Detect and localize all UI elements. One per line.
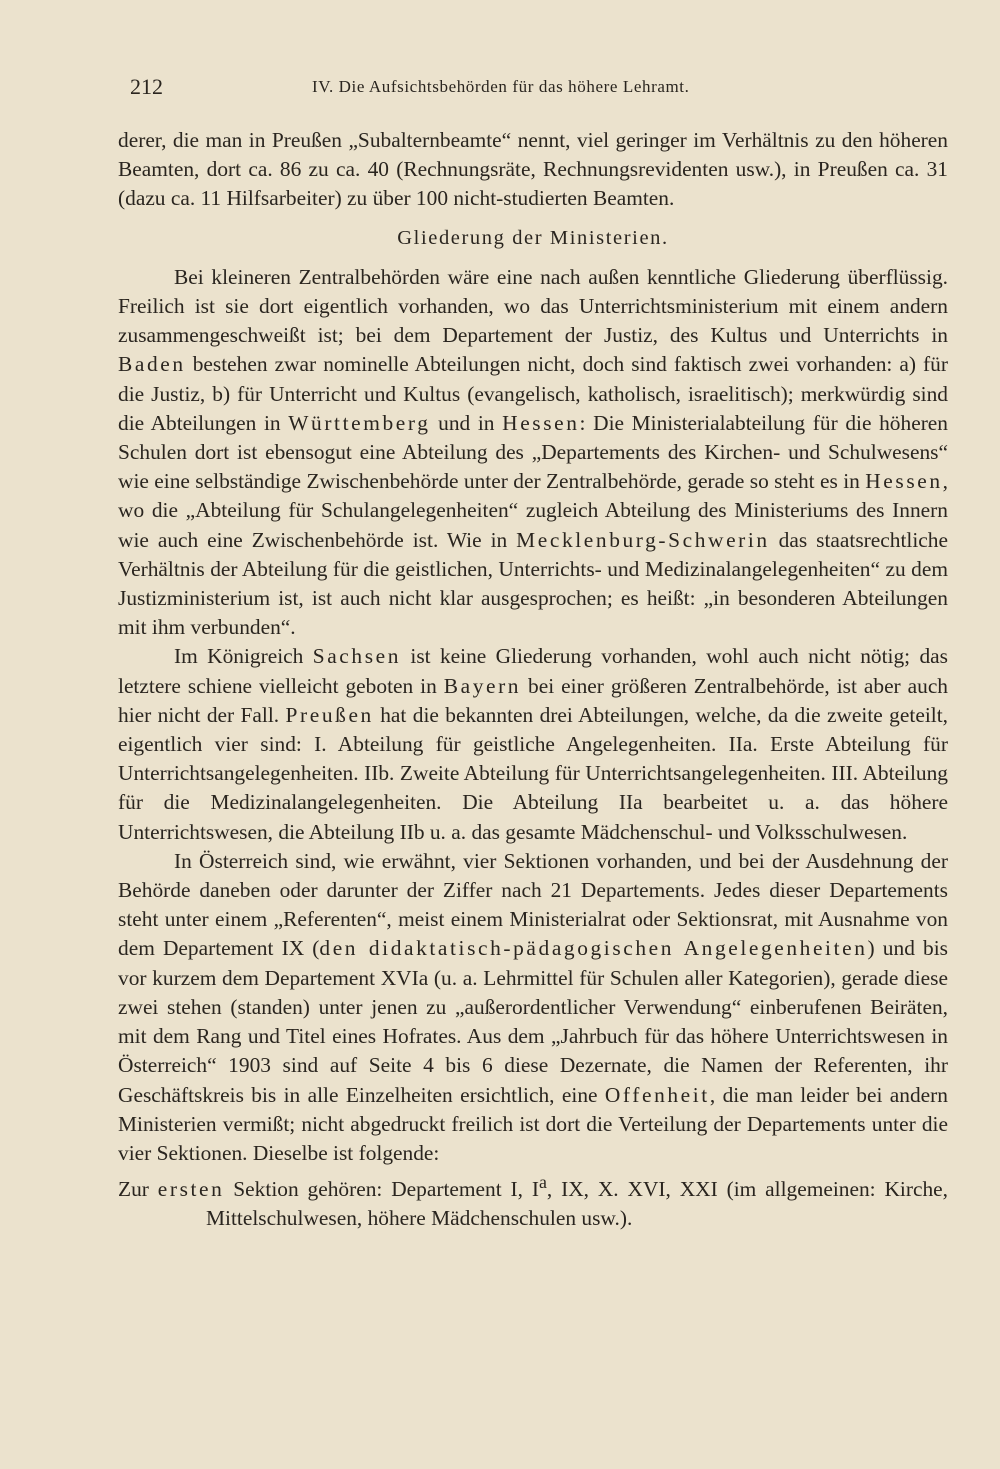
text-run: , die man leider bei andern Ministerien vermißt; nicht abgedruckt freilich ist dort die Verteilung der Departements unter die vier Sektionen. Dieselbe ist folgende:: [118, 1082, 948, 1165]
body-text: [118, 126, 948, 1234]
text-run: bestehen zwar nominelle Abteilungen nicht, doch sind faktisch zwei vorhanden: a) für die Justiz, b) für Unterricht und Kultus (evangelisch, katholisch, israelitisch); merkwürdig sind die Abteilungen in: [118, 352, 948, 435]
text-run: Bei kleineren Zentralbehörden wäre eine nach außen kenntliche Gliederung überflüssig. Freilich ist sie dort eigentlich vorhanden, wo das Unterrichtsministerium mit einem andern zusammengeschweißt ist; bei dem Departement der Justiz, des Kultus und Unterrichts in: [118, 264, 948, 348]
emphasis-preussen: Preußen: [285, 702, 374, 727]
page-number: 212: [130, 74, 163, 99]
emphasis-sachsen: Sachsen: [312, 644, 402, 669]
list-item-first-section: [118, 1168, 948, 1234]
text-run: In Österreich sind, wie erwähnt, vier Sektionen vorhanden, und bei der Ausdehnung der Behörde daneben oder darunter der Ziffer nach 21 Departements. Jedes dieser Departements steht unter einem „Referenten“, meist einem Ministerialrat oder Sektionsrat, mit Ausnahme von dem Departement IX (: [118, 848, 948, 961]
text-run: Sektion gehören: Departement I, I: [224, 1177, 539, 1202]
emphasis-ersten: ersten: [157, 1177, 225, 1202]
text-run: , IX, X. XVI, XXI (im allgemeinen: Kirche, Mittelschulwesen, höhere Mädchenschulen usw.).: [206, 1177, 949, 1231]
paragraph-continuation: derer, die man in Preußen „Subalternbeamte“ nennt, viel geringer im Verhältnis zu den höheren Beamten, dort ca. 86 zu ca. 40 (Rechnungsräte, Rechnungsrevidenten usw.), in Preußen ca. 31 (dazu ca. 11 Hilfsarbeiter) zu über 100 nicht-studierten Beamten.: [118, 128, 948, 211]
text-run: Im Königreich: [174, 644, 313, 669]
emphasis-offenheit: Offenheit: [604, 1082, 710, 1107]
paragraph-gliederung: [118, 263, 948, 643]
emphasis-didaktisch: den didaktatisch-pädagogischen Angelegenheiten: [319, 936, 868, 961]
text-run: , wo die „Abteilung für Schulangelegenheiten“ zugleich Abteilung des Ministeriums des Innern wie auch eine Zwischenbehörde ist. Wie in: [118, 469, 948, 552]
text-run: und in: [430, 410, 503, 435]
emphasis-wuerttemberg: Württemberg: [288, 410, 431, 435]
section-heading: Gliederung der Ministerien.: [397, 226, 669, 249]
paragraph-oesterreich: [118, 847, 948, 1168]
emphasis-hessen: Hessen: [865, 469, 943, 494]
text-run: Zur: [118, 1177, 158, 1202]
paragraph-sachsen: [118, 642, 948, 846]
emphasis-mecklenburg: Mecklenburg-Schwerin: [516, 527, 770, 552]
superscript-a: a: [538, 1172, 547, 1193]
emphasis-hessen: Hessen: [502, 410, 580, 435]
text-run: hat die bekannten drei Abteilungen, welche, da die zweite geteilt, eigentlich vier sind: I. Abteilung für geistliche Angelegenheiten. IIa. Erste Abteilung für Unterrichtsangelegenheiten. IIb. Zweite Abteilung für Unterrichtsangelegenheiten. III. Abteilung für die Medizinalangelegenheiten. Die Abteilung IIa bearbeitet u. a. das höhere Unterrichtswesen, die Abteilung IIb u. a. das gesamte Mädchenschul- und Volksschulwesen.: [118, 702, 948, 844]
emphasis-baden: Baden: [118, 352, 186, 377]
text-run: ist keine Gliederung vorhanden, wohl auch nicht nötig; das letztere schiene vielleicht geboten in: [118, 644, 948, 698]
running-head: IV. Die Aufsichtsbehörden für das höhere Lehramt.: [312, 77, 690, 96]
emphasis-bayern: Bayern: [443, 673, 522, 698]
text-run: ) und bis vor kurzem dem Departement XVIa (u. a. Lehrmittel für Schulen aller Kategorien), gerade diese zwei stehen (standen) unter jenen zu „außerordentlicher Verwendung“ einberufenen Beiräten, mit dem Rang und Titel eines Hofrates. Aus dem „Jahrbuch für das höhere Unterrichtswesen in Österreich“ 1903 sind auf Seite 4 bis 6 diese Dezernate, die Namen der Referenten, ihr Geschäftskreis bis in alle Einzelheiten ersichtlich, eine: [118, 936, 948, 1107]
text-run: : Die Ministerialabteilung für die höheren Schulen dort ist ebensogut eine Abteilung des „Departements des Kirchen- und Schulwesens“ wie eine selbständige Zwischenbehörde unter der Zentralbehörde, gerade so steht es in: [118, 410, 949, 494]
text-run: bei einer größeren Zentralbehörde, ist aber auch hier nicht der Fall.: [118, 673, 949, 727]
page-header: [130, 74, 948, 104]
text-run: das staatsrechtliche Verhältnis der Abteilung für die geistlichen, Unterrichts- und Medizinalangelegenheiten“ zu dem Justizministerium ist, ist auch nicht klar ausgesprochen; es heißt: „in besonderen Abteilungen mit ihm verbunden“.: [118, 527, 948, 640]
